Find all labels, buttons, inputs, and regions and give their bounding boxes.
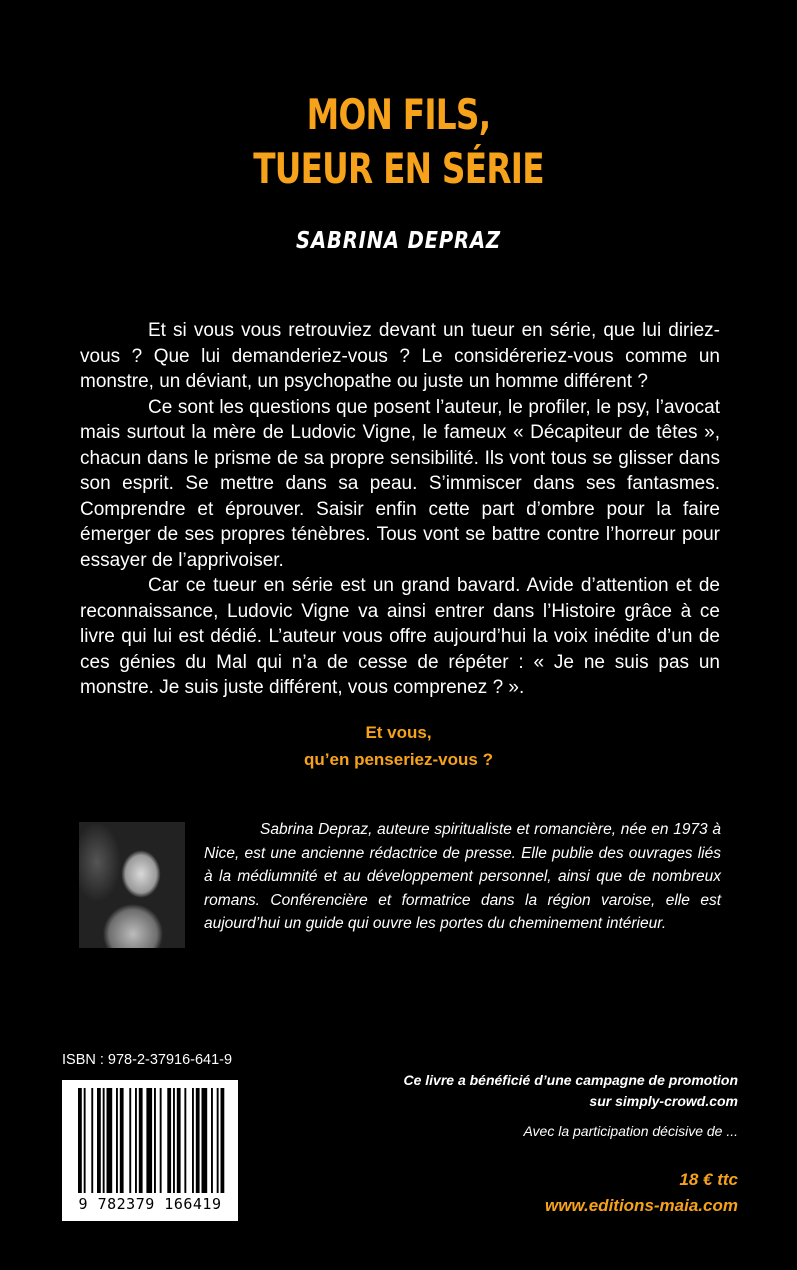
blurb-paragraph: Et si vous vous retrouviez devant un tueur en série, que lui diriez-vous ? Que lui demanderiez-vous ? Le considéreriez-vous comme un monstre, un déviant, un psychopathe ou juste un homme différent ? <box>80 320 720 392</box>
promo-line1: Ce livre a bénéficié d’une campagne de promotion <box>403 1072 738 1088</box>
barcode-bar <box>129 1088 131 1193</box>
barcode-bar <box>184 1088 186 1193</box>
price-block <box>545 1167 738 1219</box>
barcode-bar <box>146 1088 152 1193</box>
publisher-website: www.editions-maia.com <box>544 1196 738 1215</box>
author-bio: Sabrina Depraz, auteure spiritualiste et romancière, née en 1973 à Nice, est une ancienne rédactrice de presse. Elle publie des ouvrages liés à la médiumnité et au développement personnel, ainsi que de nombreux romans. Conférencière et formatrice dans la région varoise, elle est aujourd’hui un guide qui ouvre les portes du cheminement intérieur. <box>204 821 721 932</box>
barcode-bar <box>120 1088 124 1193</box>
book-title <box>88 88 710 196</box>
author-name: SABRINA DEPRAZ <box>296 228 501 254</box>
barcode-bar <box>116 1088 118 1193</box>
participation-note: Avec la participation décisive de ... <box>523 1123 738 1139</box>
barcode-bar <box>103 1088 105 1193</box>
barcode-bar <box>192 1088 194 1193</box>
book-title-line1: MON FILS, <box>306 90 491 139</box>
barcode-bar <box>160 1088 162 1193</box>
barcode-bar <box>78 1088 82 1193</box>
closing-question-line2: qu’en penseriez-vous ? <box>304 750 493 769</box>
barcode-bar <box>97 1088 101 1193</box>
price-label: 18 € ttc <box>679 1170 738 1189</box>
barcode-bar <box>202 1088 208 1193</box>
barcode-bar <box>107 1088 113 1193</box>
barcode-bar <box>211 1088 213 1193</box>
barcode-bar <box>135 1088 137 1193</box>
barcode-bar <box>221 1088 225 1193</box>
back-cover-blurb <box>80 318 720 701</box>
barcode-bar <box>91 1088 93 1193</box>
promo-line2: sur simply-crowd.com <box>589 1093 738 1109</box>
barcode-digits: 9 782379 166419 <box>78 1195 222 1213</box>
blurb-paragraph: Ce sont les questions que posent l’auteur, le profiler, le psy, l’avocat mais surtout la mère de Ludovic Vigne, le fameux « Décapiteur de têtes », chacun dans le prisme de sa propre sensibilité. Ils vont tous se glisser dans son esprit. Se mettre dans sa peau. S’immiscer dans ses fantasmes. Comprendre et éprouver. Saisir enfin cette part d’ombre pour la faire émerger de ses propres ténèbres. Tous vont se battre contre l’horreur pour essayer de l’apprivoiser. <box>80 396 720 571</box>
barcode-bar <box>177 1088 181 1193</box>
barcode-bar <box>154 1088 156 1193</box>
blurb-paragraph: Car ce tueur en série est un grand bavard. Avide d’attention et de reconnaissance, Ludovic Vigne va ainsi entrer dans l’Histoire grâce à ce livre qui lui est dédié. L’auteur vous offre aujourd’hui la voix inédite d’un de ces génies du Mal qui n’a de cesse de répéter : « Je ne suis pas un monstre. Je suis juste différent, vous comprenez ? ». <box>80 575 720 698</box>
barcode-bar <box>173 1088 175 1193</box>
book-title-line2: TUEUR EN SÉRIE <box>253 144 544 193</box>
isbn-label: ISBN : 978-2-37916-641-9 <box>62 1052 233 1068</box>
author-photo <box>79 822 185 948</box>
closing-question <box>0 719 797 773</box>
barcode-bar <box>217 1088 219 1193</box>
barcode-bar <box>196 1088 200 1193</box>
barcode-bar <box>139 1088 143 1193</box>
closing-question-line1: Et vous, <box>365 723 432 742</box>
barcode-bar <box>167 1088 171 1193</box>
barcode <box>62 1080 238 1221</box>
barcode-bar <box>84 1088 86 1193</box>
promo-notice <box>403 1070 738 1112</box>
